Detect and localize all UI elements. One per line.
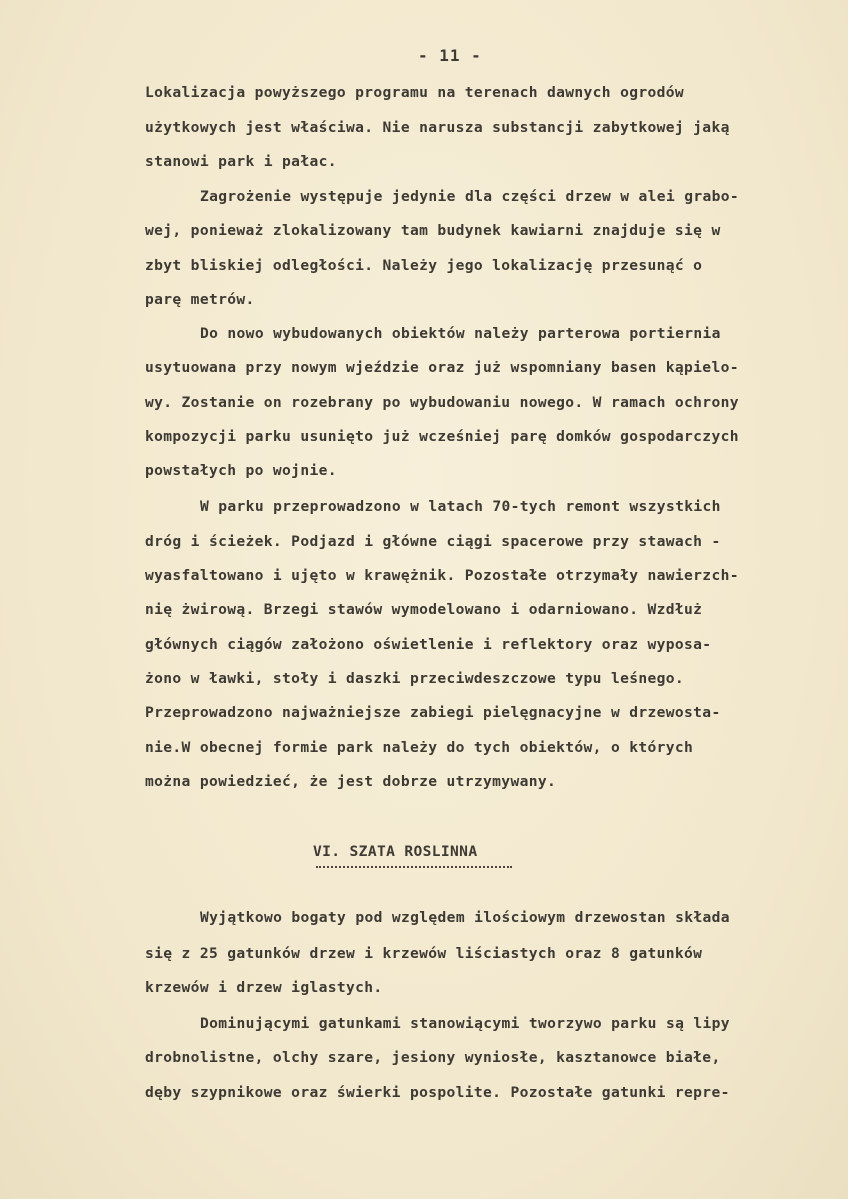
- text-line: żono w ławki, stoły i daszki przeciwdeszczowe typu leśnego.: [145, 670, 685, 687]
- text-line: W parku przeprowadzono w latach 70-tych remont wszystkich: [200, 498, 721, 515]
- text-line: usytuowana przy nowym wjeździe oraz już wspomniany basen kąpielo-: [145, 359, 739, 376]
- text-line: się z 25 gatunków drzew i krzewów liściastych oraz 8 gatunków: [145, 945, 703, 962]
- text-line: wej, ponieważ zlokalizowany tam budynek kawiarni znajduje się w: [145, 222, 721, 239]
- text-line: Do nowo wybudowanych obiektów należy parterowa portiernia: [200, 325, 721, 342]
- page-number: - 11 -: [418, 46, 482, 65]
- text-line: nie.W obecnej formie park należy do tych obiektów, o których: [145, 739, 694, 756]
- text-line: Przeprowadzono najważniejsze zabiegi pielęgnacyjne w drzewosta-: [145, 704, 721, 721]
- text-line: drobnolistne, olchy szare, jesiony wyniosłe, kasztanowce białe,: [145, 1049, 721, 1066]
- text-line: Zagrożenie występuje jedynie dla części drzew w alei grabo-: [200, 188, 740, 205]
- text-line: głównych ciągów założono oświetlenie i reflektory oraz wyposa-: [145, 636, 712, 653]
- text-line: powstałych po wojnie.: [145, 462, 337, 479]
- text-line: wy. Zostanie on rozebrany po wybudowaniu nowego. W ramach ochrony: [145, 394, 739, 411]
- section-heading: VI. SZATA ROSLINNA: [313, 843, 478, 860]
- text-line: zbyt bliskiej odległości. Należy jego lokalizację przesunąć o: [145, 257, 703, 274]
- text-line: parę metrów.: [145, 291, 255, 308]
- text-line: nię żwirową. Brzegi stawów wymodelowano i odarniowano. Wzdłuż: [145, 601, 703, 618]
- heading-underline: [316, 866, 512, 871]
- text-line: kompozycji parku usunięto już wcześniej parę domków gospodarczych: [145, 428, 739, 445]
- text-line: można powiedzieć, że jest dobrze utrzymywany.: [145, 773, 557, 790]
- text-line: krzewów i drzew iglastych.: [145, 979, 383, 996]
- text-line: stanowi park i pałac.: [145, 153, 337, 170]
- text-line: użytkowych jest właściwa. Nie narusza substancji zabytkowej jaką: [145, 119, 730, 136]
- text-line: Lokalizacja powyższego programu na terenach dawnych ogrodów: [145, 84, 685, 101]
- text-line: Wyjątkowo bogaty pod względem ilościowym drzewostan składa: [200, 909, 730, 926]
- text-line: wyasfaltowano i ujęto w krawężnik. Pozostałe otrzymały nawierzch-: [145, 567, 739, 584]
- text-line: Dominującymi gatunkami stanowiącymi tworzywo parku są lipy: [200, 1015, 730, 1032]
- text-line: dęby szypnikowe oraz świerki pospolite. Pozostałe gatunki repre-: [145, 1084, 730, 1101]
- text-line: dróg i ścieżek. Podjazd i główne ciągi spacerowe przy stawach -: [145, 533, 721, 550]
